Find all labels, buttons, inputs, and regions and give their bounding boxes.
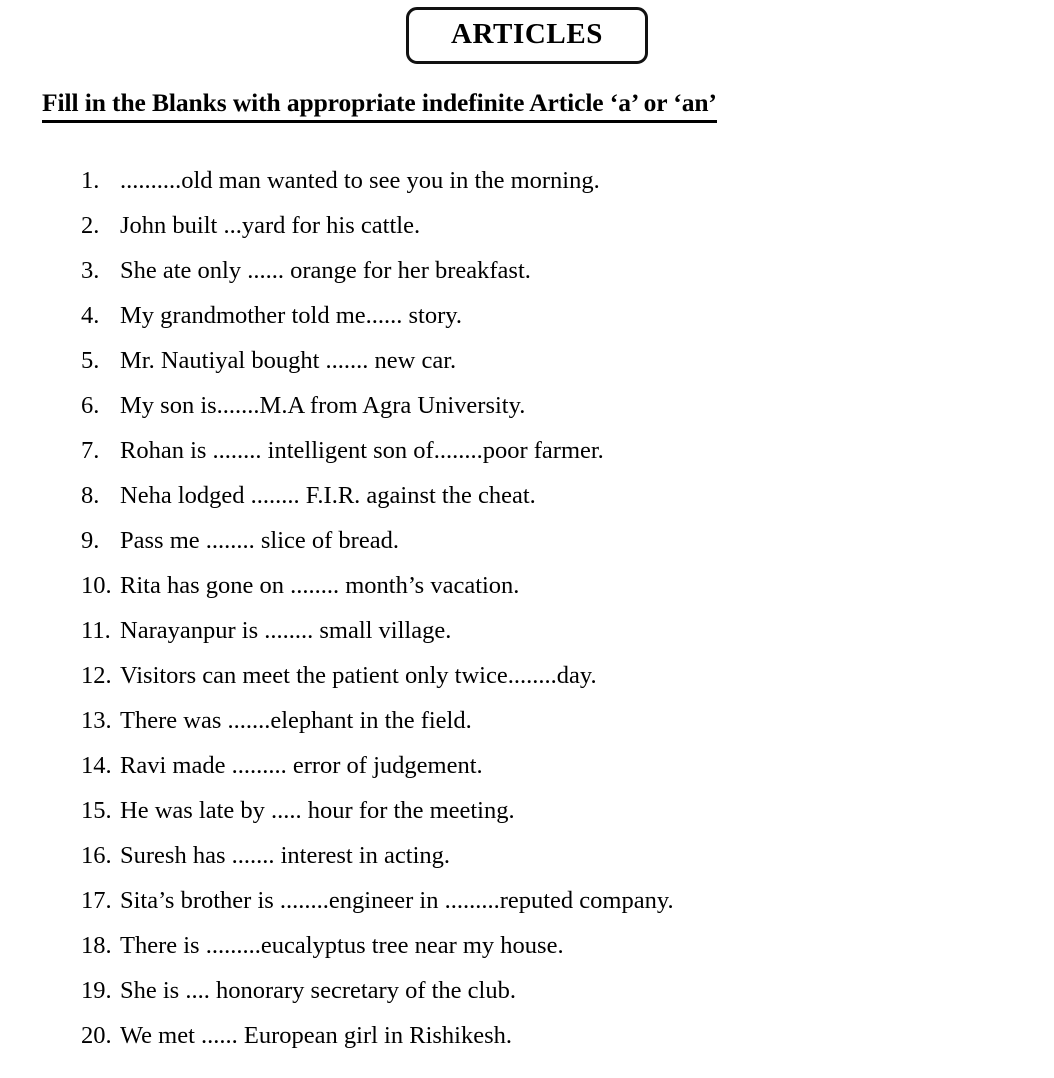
list-item-number: 2. — [81, 212, 100, 239]
list-item-text: Rohan is ........ intelligent son of........poor farmer. — [120, 437, 604, 464]
title-container — [0, 7, 1054, 64]
list-item-text: There is .........eucalyptus tree near my house. — [120, 932, 564, 959]
list-item — [81, 743, 1021, 788]
list-item-number: 11. — [81, 617, 111, 644]
list-item-text: Sita’s brother is ........engineer in .........reputed company. — [120, 887, 674, 914]
list-item-number: 7. — [81, 437, 100, 464]
list-item-number: 18. — [81, 932, 112, 959]
list-item-text: Mr. Nautiyal bought ....... new car. — [120, 347, 457, 374]
list-item-text: Narayanpur is ........ small village. — [120, 617, 452, 644]
list-item-number: 14. — [81, 752, 112, 779]
list-item — [81, 563, 1021, 608]
list-item — [81, 923, 1021, 968]
list-item-number: 12. — [81, 662, 112, 689]
list-item — [81, 608, 1021, 653]
list-item-text: Ravi made ......... error of judgement. — [120, 752, 483, 779]
list-item — [81, 383, 1021, 428]
list-item — [81, 338, 1021, 383]
list-item-number: 6. — [81, 392, 100, 419]
list-item-number: 1. — [81, 167, 100, 194]
list-item-number: 8. — [81, 482, 100, 509]
list-item-text: He was late by ..... hour for the meeting. — [120, 797, 515, 824]
list-item-text: We met ...... European girl in Rishikesh. — [120, 1022, 512, 1049]
list-item-text: Visitors can meet the patient only twice........day. — [120, 662, 597, 689]
list-item-text: Rita has gone on ........ month’s vacation. — [120, 572, 520, 599]
list-item-number: 13. — [81, 707, 112, 734]
title-box — [406, 7, 648, 64]
list-item — [81, 428, 1021, 473]
list-item-text: Suresh has ....... interest in acting. — [120, 842, 451, 869]
list-item — [81, 203, 1021, 248]
page-title: ARTICLES — [450, 18, 604, 50]
list-item-text: My son is.......M.A from Agra University. — [120, 392, 526, 419]
list-item — [81, 833, 1021, 878]
list-item — [81, 968, 1021, 1013]
list-item-text: She ate only ...... orange for her breakfast. — [120, 257, 531, 284]
list-item-number: 17. — [81, 887, 112, 914]
list-item-number: 4. — [81, 302, 100, 329]
list-item-text: My grandmother told me...... story. — [120, 302, 463, 329]
list-item-text: There was .......elephant in the field. — [120, 707, 472, 734]
list-item — [81, 653, 1021, 698]
list-item — [81, 248, 1021, 293]
list-item — [81, 158, 1021, 203]
list-item-number: 9. — [81, 527, 100, 554]
list-item-text: Neha lodged ........ F.I.R. against the cheat. — [120, 482, 536, 509]
instruction-heading: Fill in the Blanks with appropriate indefinite Article ‘a’ or ‘an’ — [42, 88, 717, 123]
list-item-number: 20. — [81, 1022, 112, 1049]
list-item-number: 15. — [81, 797, 112, 824]
list-item-text: She is .... honorary secretary of the club. — [120, 977, 516, 1004]
list-item-number: 16. — [81, 842, 112, 869]
list-item-text: Pass me ........ slice of bread. — [120, 527, 399, 554]
list-item-number: 5. — [81, 347, 100, 374]
list-item — [81, 518, 1021, 563]
list-item-text: John built ...yard for his cattle. — [120, 212, 421, 239]
list-item-number: 3. — [81, 257, 100, 284]
list-item-text: ..........old man wanted to see you in the morning. — [120, 167, 600, 194]
list-item-number: 19. — [81, 977, 112, 1004]
list-item — [81, 1013, 1021, 1058]
question-list — [81, 158, 1021, 1058]
list-item — [81, 293, 1021, 338]
list-item — [81, 878, 1021, 923]
list-item — [81, 473, 1021, 518]
list-item-number: 10. — [81, 572, 112, 599]
list-item — [81, 698, 1021, 743]
list-item — [81, 788, 1021, 833]
